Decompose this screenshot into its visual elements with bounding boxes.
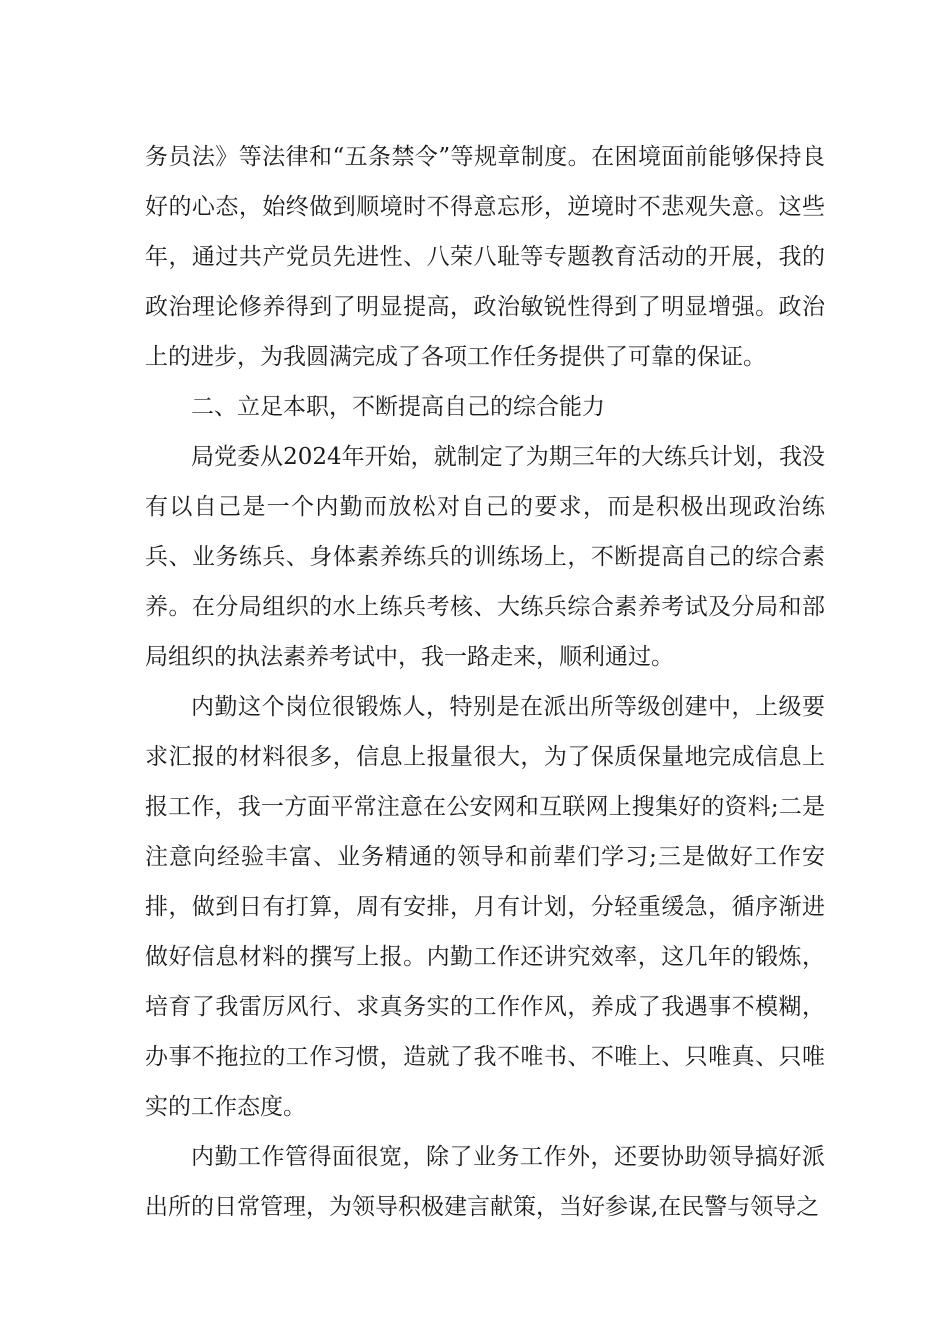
section-heading: 二、立足本职，不断提高自己的综合能力	[191, 394, 605, 420]
paragraph-1: 务员法》等法律和“五条禁令”等规章制度。在困境面前能够保持良好的心态，始终做到顺境时不得意忘形，逆境时不悲观失意。这些年，通过共产党员先进性、八荣八耻等专题教育活动的开展，我的政治理论修养得到了明显提高，政治敏锐性得到了明显增强。政治上的进步，为我圆满完成了各项工作任务提供了可靠的保证。	[145, 144, 825, 370]
paragraph-3: 内勤这个岗位很锻炼人，特别是在派出所等级创建中，上级要求汇报的材料很多，信息上报量很大，为了保质保量地完成信息上报工作，我一方面平常注意在公安网和互联网上搜集好的资料;二是注意向经验丰富、业务精通的领导和前辈们学习;三是做好工作安排，做到日有打算，周有安排，月有计划，分轻重缓急，循序渐进做好信息材料的撰写上报。内勤工作还讲究效率，这几年的锻炼，培育了我雷厉风行、求真务实的工作作风，养成了我遇事不模糊，办事不拖拉的工作习惯，造就了我不唯书、不唯上、只唯真、只唯实的工作态度。	[145, 694, 825, 1120]
document-body	[145, 132, 825, 1232]
paragraph-4: 内勤工作管得面很宽，除了业务工作外，还要协助领导搞好派出所的日常管理，为领导积极建言献策，当好参谋,在民警与领导之	[145, 1144, 825, 1220]
paragraph-2: 局党委从2024年开始，就制定了为期三年的大练兵计划，我没有以自己是一个内勤而放松对自己的要求，而是积极出现政治练兵、业务练兵、身体素养练兵的训练场上，不断提高自己的综合素养。在分局组织的水上练兵考核、大练兵综合素养考试及分局和部局组织的执法素养考试中，我一路走来，顺利通过。	[145, 444, 825, 670]
